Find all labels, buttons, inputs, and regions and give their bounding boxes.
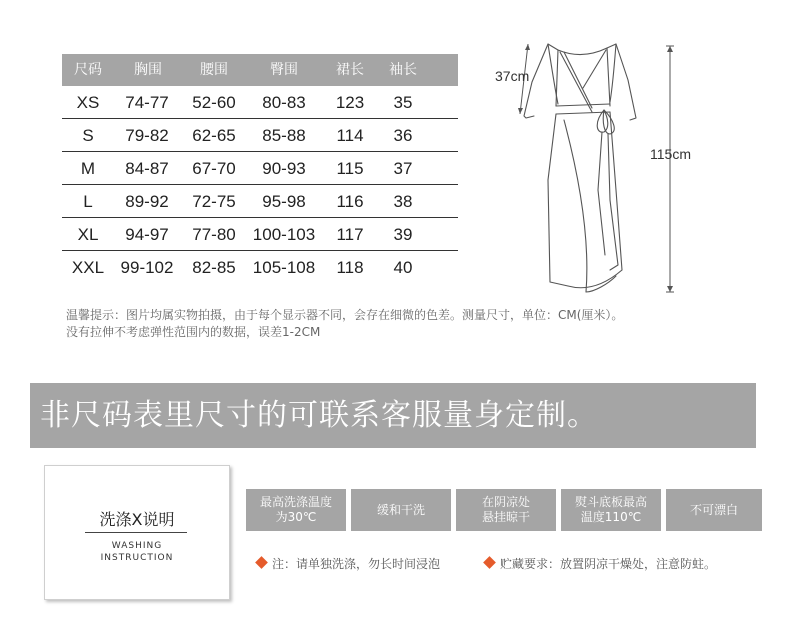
cell-waist: 72-75	[192, 192, 236, 211]
cell-hip: 105-108	[252, 258, 316, 277]
diamond-bullet-icon	[483, 556, 496, 569]
header-bust: 胸围	[134, 62, 162, 78]
care-item-wash-temp: 最高洗涤温度 为30℃	[246, 489, 346, 531]
cell-hip: 85-88	[262, 126, 306, 145]
cell-size: M	[80, 159, 96, 178]
banner-text: 非尺码表里尺寸的可联系客服量身定制。	[40, 398, 598, 433]
cell-dress-length: 117	[336, 225, 364, 244]
cell-bust: 89-92	[125, 192, 169, 211]
table-row	[62, 86, 458, 119]
cell-waist: 62-65	[192, 126, 236, 145]
cell-waist: 52-60	[192, 93, 236, 112]
measurement-note	[66, 307, 766, 341]
header-hip: 臀围	[270, 62, 298, 78]
care-item-no-bleach: 不可漂白	[666, 489, 762, 531]
cell-bust: 84-87	[125, 159, 169, 178]
cell-sleeve-length: 37	[393, 159, 413, 178]
header-dress-length: 裙长	[336, 62, 364, 78]
diamond-bullet-icon	[255, 556, 268, 569]
cell-hip: 90-93	[262, 159, 306, 178]
cell-sleeve-length: 40	[393, 258, 413, 277]
cell-sleeve-length: 38	[393, 192, 413, 211]
sleeve-length-label: 37cm	[495, 68, 530, 84]
cell-dress-length: 114	[336, 126, 364, 145]
dress-diagram	[490, 30, 730, 300]
cell-bust: 79-82	[125, 126, 169, 145]
cell-dress-length: 123	[335, 93, 365, 112]
cell-hip: 95-98	[262, 192, 306, 211]
washing-instruction-box	[44, 465, 230, 600]
cell-hip: 100-103	[252, 225, 316, 244]
cell-waist: 67-70	[192, 159, 236, 178]
washing-en-line-1: WASHING	[111, 541, 163, 551]
washing-en-line-2: INSTRUCTION	[100, 553, 174, 563]
cell-bust: 99-102	[120, 258, 174, 277]
note-line-1: 温馨提示：图片均属实物拍摄，由于每个显示器不同，会存在细微的色差。测量尺寸，单位：CM(厘米）。	[66, 308, 624, 322]
cell-hip: 80-83	[262, 93, 306, 112]
header-sleeve-length: 袖长	[389, 62, 417, 78]
cell-waist: 77-80	[192, 225, 236, 244]
cell-sleeve-length: 36	[393, 126, 413, 145]
care-item-hang-dry-shade: 在阴凉处 悬挂晾干	[456, 489, 556, 531]
cell-size: S	[82, 126, 94, 145]
cell-sleeve-length: 35	[393, 93, 413, 112]
table-row	[62, 152, 458, 185]
washing-note: 注：请单独洗涤，勿长时间浸泡	[272, 557, 441, 571]
storage-note: 贮藏要求：放置阴凉干燥处，注意防蛀。	[500, 557, 717, 571]
cell-waist: 82-85	[192, 258, 236, 277]
care-item-iron-temp: 熨斗底板最高 温度110℃	[561, 489, 661, 531]
washing-title-en	[45, 540, 229, 564]
cell-bust: 94-97	[125, 225, 169, 244]
table-row	[62, 119, 458, 152]
table-row	[62, 218, 458, 251]
cell-bust: 74-77	[125, 93, 169, 112]
cell-dress-length: 116	[336, 192, 364, 211]
table-row	[62, 185, 458, 218]
custom-size-banner	[30, 383, 756, 448]
note-line-2: 没有拉伸不考虑弹性范围内的数据，误差1-2CM	[66, 325, 321, 339]
divider	[85, 532, 187, 533]
cell-size: XXL	[71, 258, 105, 277]
header-size: 尺码	[74, 62, 102, 78]
washing-title: 洗涤X说明	[99, 510, 175, 529]
size-chart-header-row	[62, 54, 458, 86]
cell-dress-length: 115	[336, 159, 364, 178]
cell-size: XS	[76, 93, 100, 112]
cell-sleeve-length: 39	[393, 225, 413, 244]
care-item-gentle-dry-clean: 缓和干洗	[351, 489, 451, 531]
cell-dress-length: 118	[336, 258, 364, 277]
size-chart-table	[62, 54, 458, 283]
header-waist: 腰围	[200, 62, 228, 78]
cell-size: L	[83, 192, 93, 211]
table-row	[62, 251, 458, 283]
cell-size: XL	[77, 225, 99, 244]
dress-length-label: 115cm	[650, 146, 691, 162]
